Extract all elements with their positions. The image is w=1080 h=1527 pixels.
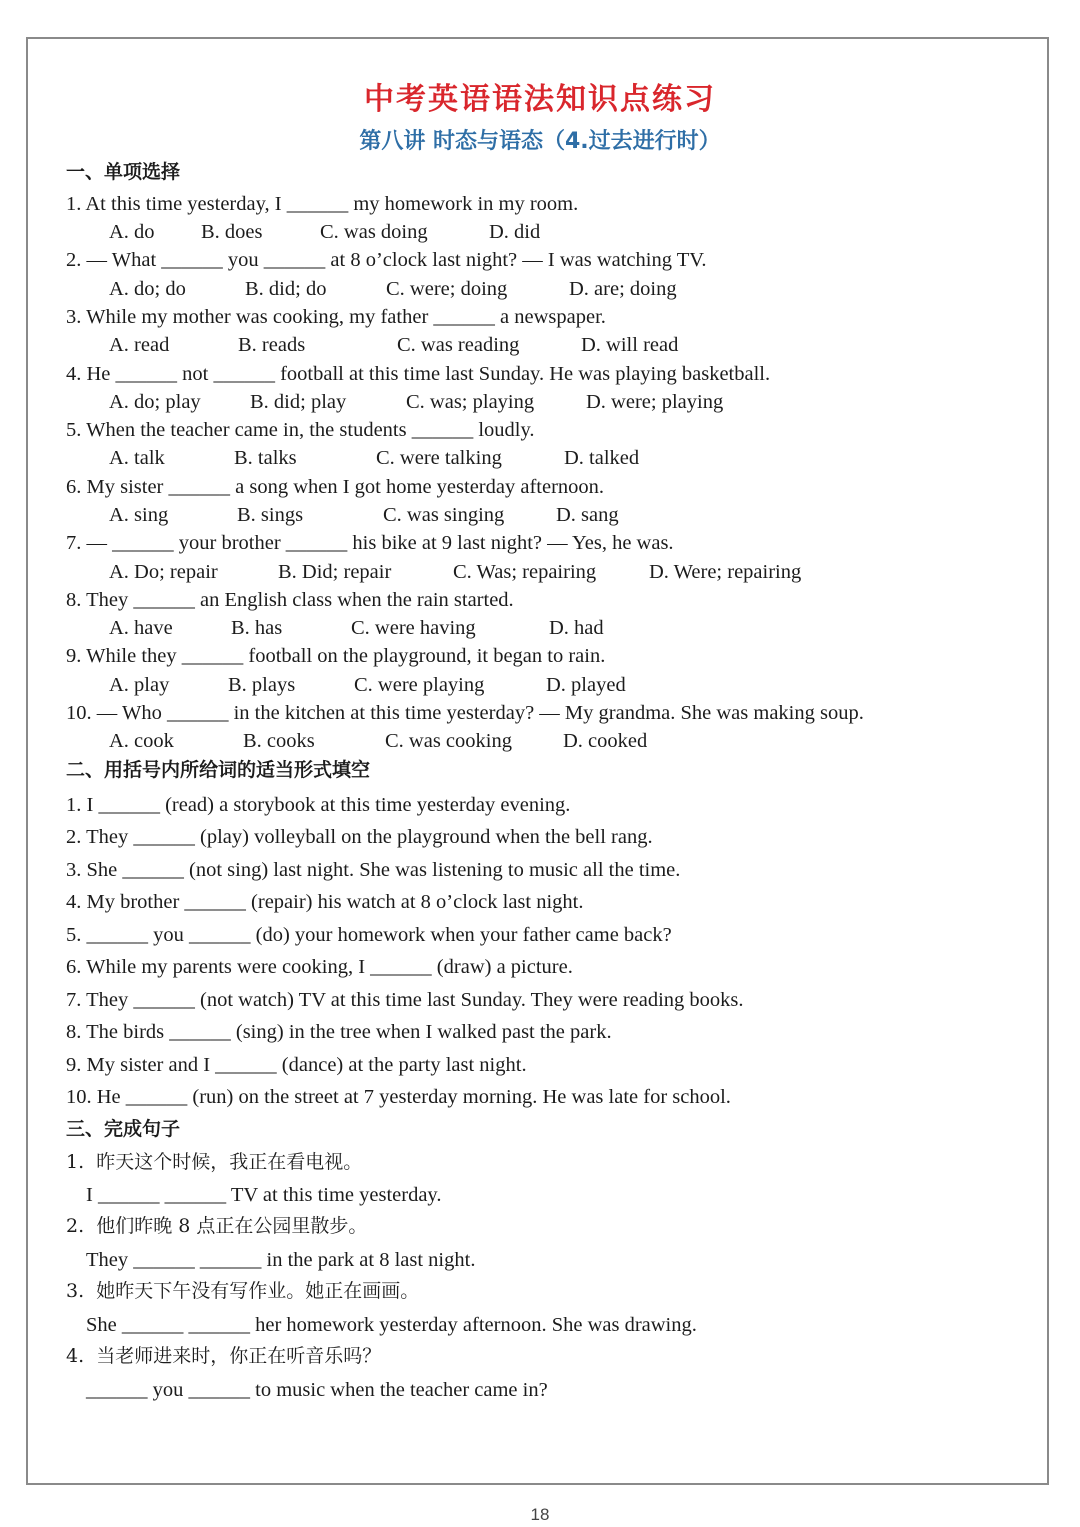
option: C. Was; repairing: [453, 561, 597, 583]
option: B. reads: [238, 334, 306, 356]
option: D. played: [546, 674, 626, 696]
sentence-3-chinese: 3. 她昨天下午没有写作业。她正在画画。: [66, 1280, 420, 1302]
section-3-heading: 三、完成句子: [66, 1118, 181, 1140]
page-title: 中考英语语法知识点练习: [364, 82, 716, 117]
option: B. did; play: [250, 391, 347, 413]
question-6: 6. My sister ______ a song when I got home yesterday afternoon.: [66, 476, 605, 498]
option: D. did: [489, 221, 541, 243]
sentence-3-english: She ______ ______ her homework yesterday afternoon. She was drawing.: [86, 1314, 697, 1336]
question-10: 10. — Who ______ in the kitchen at this time yesterday? — My grandma. She was making soup.: [66, 702, 864, 724]
option: A. do; play: [109, 391, 201, 413]
question-3: 3. While my mother was cooking, my father ______ a newspaper.: [66, 306, 606, 328]
option: B. sings: [237, 504, 304, 526]
option: A. talk: [109, 447, 165, 469]
section-1-heading: 一、单项选择: [66, 161, 181, 183]
question-7: 7. — ______ your brother ______ his bike at 9 last night? — Yes, he was.: [66, 532, 674, 554]
question-1: 1. At this time yesterday, I ______ my homework in my room.: [66, 193, 579, 215]
option: B. cooks: [243, 730, 315, 752]
fill-item-2: 2. They ______ (play) volleyball on the playground when the bell rang.: [66, 826, 653, 848]
sentence-2-chinese: 2. 他们昨晚 8 点正在公园里散步。: [66, 1215, 368, 1237]
option: B. did; do: [245, 278, 327, 300]
fill-item-10: 10. He ______ (run) on the street at 7 yesterday morning. He was late for school.: [66, 1086, 731, 1108]
option: B. plays: [228, 674, 296, 696]
fill-item-9: 9. My sister and I ______ (dance) at the party last night.: [66, 1054, 527, 1076]
page-subtitle: 第八讲 时态与语态（4.过去进行时）: [359, 129, 721, 154]
fill-item-8: 8. The birds ______ (sing) in the tree when I walked past the park.: [66, 1021, 612, 1043]
section-2-heading: 二、用括号内所给词的适当形式填空: [66, 759, 371, 781]
option: B. has: [231, 617, 283, 639]
question-9: 9. While they ______ football on the playground, it began to rain.: [66, 645, 606, 667]
option: A. do: [109, 221, 155, 243]
option: D. talked: [564, 447, 640, 469]
option: C. was cooking: [385, 730, 512, 752]
option: A. sing: [109, 504, 169, 526]
question-4: 4. He ______ not ______ football at this time last Sunday. He was playing basketball.: [66, 363, 771, 385]
option: D. Were; repairing: [649, 561, 802, 583]
option: C. was reading: [397, 334, 520, 356]
question-5: 5. When the teacher came in, the students ______ loudly.: [66, 419, 535, 441]
option: C. were talking: [376, 447, 502, 469]
fill-item-3: 3. She ______ (not sing) last night. She was listening to music all the time.: [66, 859, 681, 881]
question-8: 8. They ______ an English class when the rain started.: [66, 589, 514, 611]
option: C. was singing: [383, 504, 505, 526]
option: C. were; doing: [386, 278, 508, 300]
sentence-4-english: ______ you ______ to music when the teacher came in?: [86, 1379, 548, 1401]
option: A. play: [109, 674, 170, 696]
option: D. will read: [581, 334, 679, 356]
option: D. are; doing: [569, 278, 677, 300]
option: C. was doing: [320, 221, 428, 243]
option: B. Did; repair: [278, 561, 392, 583]
fill-item-6: 6. While my parents were cooking, I ______ (draw) a picture.: [66, 956, 573, 978]
option: D. were; playing: [586, 391, 724, 413]
option: B. talks: [234, 447, 297, 469]
fill-item-7: 7. They ______ (not watch) TV at this time last Sunday. They were reading books.: [66, 989, 744, 1011]
option: C. were playing: [354, 674, 485, 696]
option: D. had: [549, 617, 604, 639]
option: D. sang: [556, 504, 619, 526]
sentence-1-english: I ______ ______ TV at this time yesterday.: [86, 1184, 442, 1206]
fill-item-4: 4. My brother ______ (repair) his watch at 8 o’clock last night.: [66, 891, 584, 913]
page-number: 18: [530, 1505, 550, 1524]
fill-item-1: 1. I ______ (read) a storybook at this time yesterday evening.: [66, 794, 571, 816]
option: A. do; do: [109, 278, 186, 300]
fill-item-5: 5. ______ you ______ (do) your homework when your father came back?: [66, 924, 672, 946]
option: D. cooked: [563, 730, 648, 752]
option: A. cook: [109, 730, 174, 752]
sentence-2-english: They ______ ______ in the park at 8 last night.: [86, 1249, 476, 1271]
option: C. were having: [351, 617, 476, 639]
option: A. have: [109, 617, 173, 639]
sentence-4-chinese: 4. 当老师进来时，你正在听音乐吗？: [66, 1345, 382, 1367]
option: A. Do; repair: [109, 561, 218, 583]
sentence-1-chinese: 1. 昨天这个时候，我正在看电视。: [66, 1151, 363, 1173]
option: C. was; playing: [406, 391, 535, 413]
question-2: 2. — What ______ you ______ at 8 o’clock last night? — I was watching TV.: [66, 249, 707, 271]
option: A. read: [109, 334, 170, 356]
option: B. does: [201, 221, 263, 243]
